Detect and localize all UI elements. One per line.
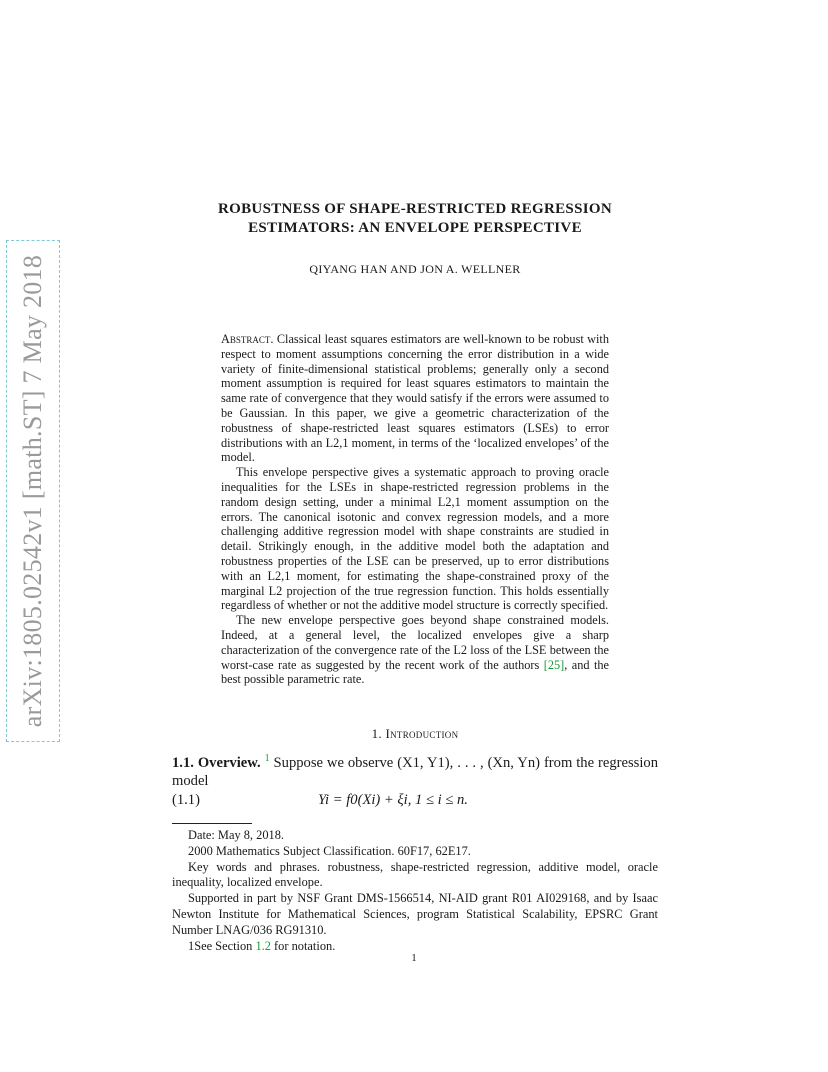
title-line-1: ROBUSTNESS OF SHAPE-RESTRICTED REGRESSION bbox=[218, 201, 612, 217]
footnote-support: Supported in part by NSF Grant DMS-1566514, NI-AID grant R01 AI029168, and by Isaac Newton Institute for Mathematical Sciences, program Statistical Scalability, EPSRC Grant Number LNAG/036 RG91310. bbox=[172, 891, 658, 937]
abstract bbox=[221, 332, 609, 687]
equation-number: (1.1) bbox=[172, 792, 200, 808]
footnote-keywords: Key words and phrases. robustness, shape-restricted regression, additive model, oracle inequality, localized envelope. bbox=[172, 859, 658, 890]
authors: QIYANG HAN AND JON A. WELLNER bbox=[309, 262, 521, 276]
footnote-link-1[interactable]: 1 bbox=[264, 753, 270, 764]
abstract-text-3b: , and the best possible parametric rate. bbox=[221, 657, 609, 687]
footnote-1-text-a: 1See Section bbox=[188, 938, 256, 953]
equation-1-1 bbox=[172, 792, 658, 812]
abstract-paragraph-2: This envelope perspective gives a systematic approach to proving oracle inequalities for the LSEs in shape-restricted regression problems in the random design setting, under a minimal L2,1 moment assumption on the errors. The canonical isotonic and convex regression models, and a more challenging additive regression model with shape constraints are studied in detail. Strikingly enough, in the additive model both the adaptation and robustness properties of the LSE can be preserved, up to error distributions with an L2,1 moment, for estimating the shape-constrained proxy of the marginal L2 projection of the true regression function. This holds essentially regardless of whether or not the additive model structure is correctly specified. bbox=[221, 465, 609, 613]
arxiv-watermark-text: arXiv:1805.02542v1 [math.ST] 7 May 2018 bbox=[18, 254, 47, 728]
arxiv-watermark bbox=[6, 240, 60, 742]
abstract-paragraph-3 bbox=[221, 613, 609, 687]
abstract-text-1: Classical least squares estimators are well-known to be robust with respect to moment assumptions concerning the error distribution in a wide variety of finite-dimensional statistical problems; generally only a second moment assumption is required for least squares estimators to maintain the same rate of convergence that they would satisfy if the errors were assumed to be Gaussian. In this paper, we give a geometric characterization of the robustness of shape-restricted least squares estimators (LSEs) to error distributions with an L2,1 moment, in terms of the ‘localized envelopes’ of the model. bbox=[221, 332, 609, 465]
section-heading-introduction: 1. Introduction bbox=[371, 726, 459, 741]
citation-link-25[interactable]: [25] bbox=[543, 657, 565, 672]
abstract-text-3a: The new envelope perspective goes beyond shape constrained models. Indeed, at a general level, the localized envelopes give a sharp characterization of the convergence rate of the L2 loss of the LSE between the worst-case rate as suggested by the recent work of the authors bbox=[221, 613, 609, 672]
abstract-label: Abstract. bbox=[221, 332, 274, 346]
section-link-1-2[interactable]: 1.2 bbox=[255, 938, 271, 953]
abstract-paragraph-1 bbox=[221, 332, 609, 465]
overview-label: 1.1. Overview. bbox=[172, 754, 261, 771]
footnote-1-text-b: for notation. bbox=[270, 938, 336, 953]
title-line-2: ESTIMATORS: AN ENVELOPE PERSPECTIVE bbox=[248, 220, 582, 236]
footnote-msc: 2000 Mathematics Subject Classification. 60F17, 62E17. bbox=[188, 843, 471, 858]
footnote-rule bbox=[172, 823, 252, 824]
overview-paragraph bbox=[172, 750, 658, 790]
footnote-date: Date: May 8, 2018. bbox=[188, 828, 285, 842]
equation-body: Yi = f0(Xi) + ξi, 1 ≤ i ≤ n. bbox=[318, 792, 468, 808]
page-number: 1 bbox=[411, 952, 417, 964]
paper-title bbox=[170, 200, 660, 238]
footnotes bbox=[172, 828, 658, 954]
overview-text: Suppose we observe (X1, Y1), . . . , (Xn, Yn) from the regression model bbox=[172, 754, 658, 789]
